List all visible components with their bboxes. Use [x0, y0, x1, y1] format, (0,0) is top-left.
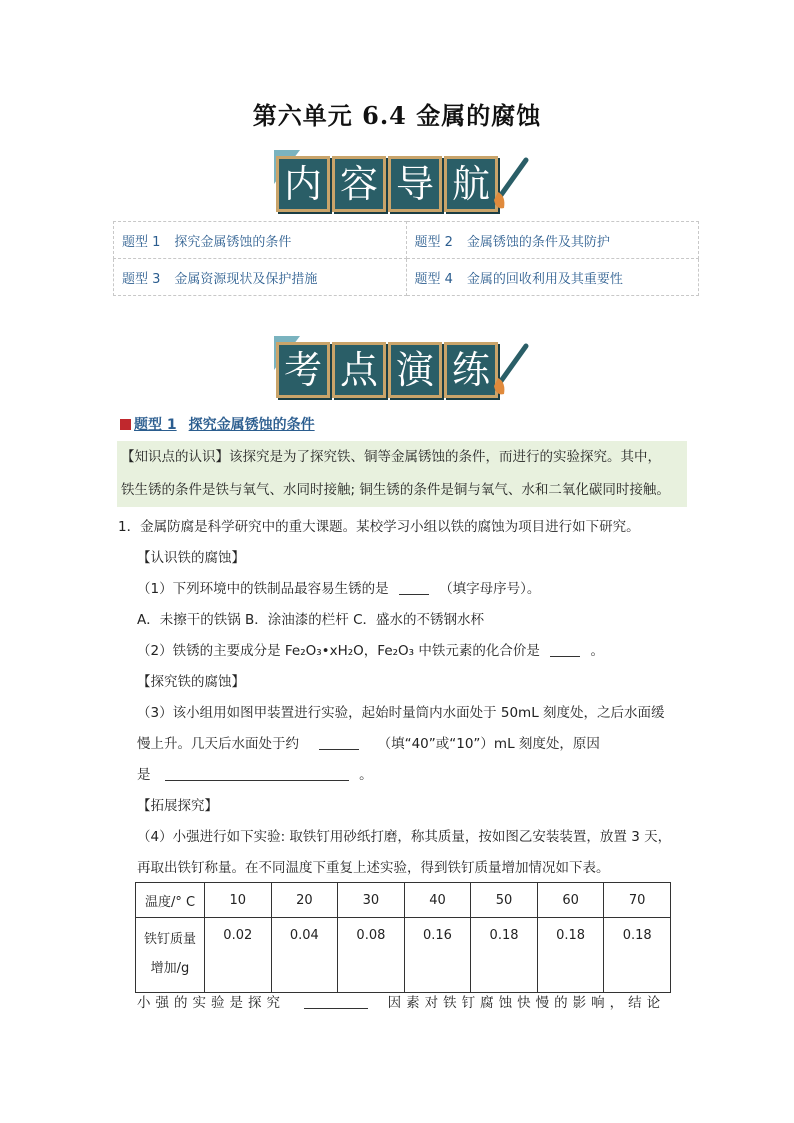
- answer-blank[interactable]: [399, 594, 429, 595]
- table-header-cell: 铁钉质量 增加/g: [136, 918, 205, 993]
- table-cell: 20: [271, 883, 338, 918]
- subheading: 【认识铁的腐蚀】: [137, 550, 245, 566]
- table-cell: 10: [205, 883, 272, 918]
- question-1: （1）下列环境中的铁制品最容易生锈的是 （填字母序号）。: [137, 581, 541, 597]
- question-stem: 1．金属防腐是科学研究中的重大课题。某校学习小组以铁的腐蚀为项目进行如下研究。: [118, 519, 640, 535]
- answer-blank[interactable]: [550, 656, 580, 657]
- nav-item-4[interactable]: 题型 4 金属的回收利用及其重要性: [406, 259, 699, 296]
- section-heading[interactable]: 题型 1 探究金属锈蚀的条件: [120, 414, 315, 434]
- table-cell: 0.02: [205, 918, 272, 993]
- answer-blank[interactable]: [165, 780, 349, 781]
- question-3-line: 慢上升。几天后水面处于约 （填“40”或“10”）mL 刻度处，原因: [137, 736, 600, 752]
- question-4-line: 再取出铁钉称量。在不同温度下重复上述实验，得到铁钉质量增加情况如下表。: [137, 860, 610, 876]
- question-2: （2）铁锈的主要成分是 Fe₂O₃•xH₂O，Fe₂O₃ 中铁元素的化合价是 。: [137, 643, 604, 659]
- nav-banner: [270, 150, 526, 216]
- question-3-line: 是 。: [137, 767, 373, 783]
- banner-char: 容: [332, 156, 386, 212]
- table-cell: 70: [604, 883, 671, 918]
- table-cell: 0.16: [404, 918, 471, 993]
- table-header-cell: 温度/° C: [136, 883, 205, 918]
- banner-char: 内: [276, 156, 330, 212]
- question-3-line: （3）该小组用如图甲装置进行实验，起始时量筒内水面处于 50mL 刻度处，之后水面缓: [137, 705, 665, 721]
- question-4-line: （4）小强进行如下实验: 取铁钉用砂纸打磨，称其质量，按如图乙安装装置，放置 3 天，: [137, 829, 672, 845]
- table-cell: 30: [338, 883, 405, 918]
- subheading: 【拓展探究】: [137, 798, 218, 814]
- banner-char: 考: [276, 342, 330, 398]
- answer-blank[interactable]: [304, 1008, 368, 1009]
- knowledge-line: 铁生锈的条件是铁与氧气、水同时接触; 铜生锈的条件是铜与氧气、水和二氧化碳同时接触。: [121, 482, 670, 498]
- banner-char: 点: [332, 342, 386, 398]
- data-table: [135, 882, 671, 993]
- banner-char: 练: [444, 342, 498, 398]
- practice-banner: [270, 336, 526, 402]
- table-cell: 40: [404, 883, 471, 918]
- pencil-icon: [492, 152, 532, 214]
- knowledge-line: 【知识点的认识】该探究是为了探究铁、铜等金属锈蚀的条件，而进行的实验探究。其中，: [121, 449, 661, 465]
- content-nav-table: [113, 221, 699, 296]
- red-square-marker: [120, 419, 131, 430]
- table-cell: 60: [537, 883, 604, 918]
- knowledge-box: [117, 441, 687, 507]
- table-cell: 0.04: [271, 918, 338, 993]
- banner-char: 航: [444, 156, 498, 212]
- table-cell: 0.18: [537, 918, 604, 993]
- table-cell: 0.18: [604, 918, 671, 993]
- nav-item-1[interactable]: 题型 1 探究金属锈蚀的条件: [114, 222, 407, 259]
- table-cell: 0.08: [338, 918, 405, 993]
- table-cell: 50: [471, 883, 538, 918]
- page-title: 第六单元 6.4 金属的腐蚀: [252, 101, 542, 130]
- nav-item-3[interactable]: 题型 3 金属资源现状及保护措施: [114, 259, 407, 296]
- answer-blank[interactable]: [319, 749, 359, 750]
- banner-char: 导: [388, 156, 442, 212]
- nav-item-2[interactable]: 题型 2 金属锈蚀的条件及其防护: [406, 222, 699, 259]
- banner-char: 演: [388, 342, 442, 398]
- question-1-options: A．未擦干的铁锅 B．涂油漆的栏杆 C．盛水的不锈钢水杯: [137, 612, 485, 628]
- pencil-icon: [492, 338, 532, 400]
- table-cell: 0.18: [471, 918, 538, 993]
- subheading: 【探究铁的腐蚀】: [137, 674, 245, 690]
- conclusion-line: 小强的实验是探究 因素对铁钉腐蚀快慢的影响，结论: [137, 995, 666, 1011]
